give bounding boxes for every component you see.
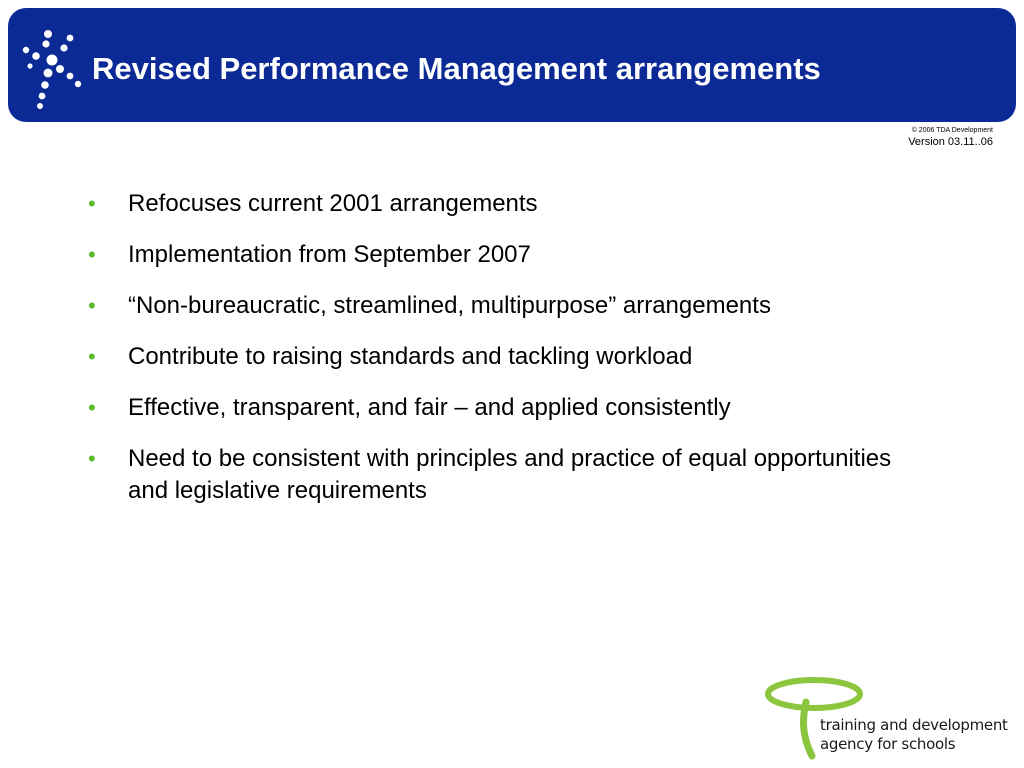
bullet-icon: • [88, 446, 96, 471]
bullet-item [0, 290, 1024, 322]
bullet-icon: • [88, 242, 96, 267]
slide-meta [908, 126, 993, 149]
bullet-text: “Non-bureaucratic, streamlined, multipurpose” arrangements [128, 292, 771, 319]
bullet-item [0, 392, 1024, 424]
logo-line-1: training and development [820, 716, 1008, 734]
header-bar [8, 8, 1016, 122]
bullet-text: Effective, transparent, and fair – and applied consistently [128, 394, 731, 421]
bullet-item [0, 239, 1024, 271]
bullet-text: Refocuses current 2001 arrangements [128, 190, 538, 217]
bullet-item [0, 443, 1024, 507]
bullet-icon: • [88, 344, 96, 369]
tda-logo [762, 672, 1008, 760]
star-figure-icon [18, 26, 84, 112]
version-text: Version 03.11..06 [908, 136, 993, 148]
copyright-text: © 2006 TDA Development [911, 127, 993, 134]
bullet-text: Implementation from September 2007 [128, 241, 531, 268]
tda-logo-wordmark [820, 716, 1008, 754]
bullet-item [0, 188, 1024, 220]
bullet-text: Contribute to raising standards and tackling workload [128, 343, 693, 370]
bullet-icon: • [88, 395, 96, 420]
slide-title: Revised Performance Management arrangements [92, 51, 821, 86]
bullet-item [0, 341, 1024, 373]
bullet-icon: • [88, 191, 96, 216]
logo-line-2: agency for schools [820, 735, 956, 753]
bullet-text: Need to be consistent with principles and practice of equal opportunities and legislative requirements [128, 445, 892, 504]
bullet-icon: • [88, 293, 96, 318]
bullet-list [0, 188, 1024, 526]
